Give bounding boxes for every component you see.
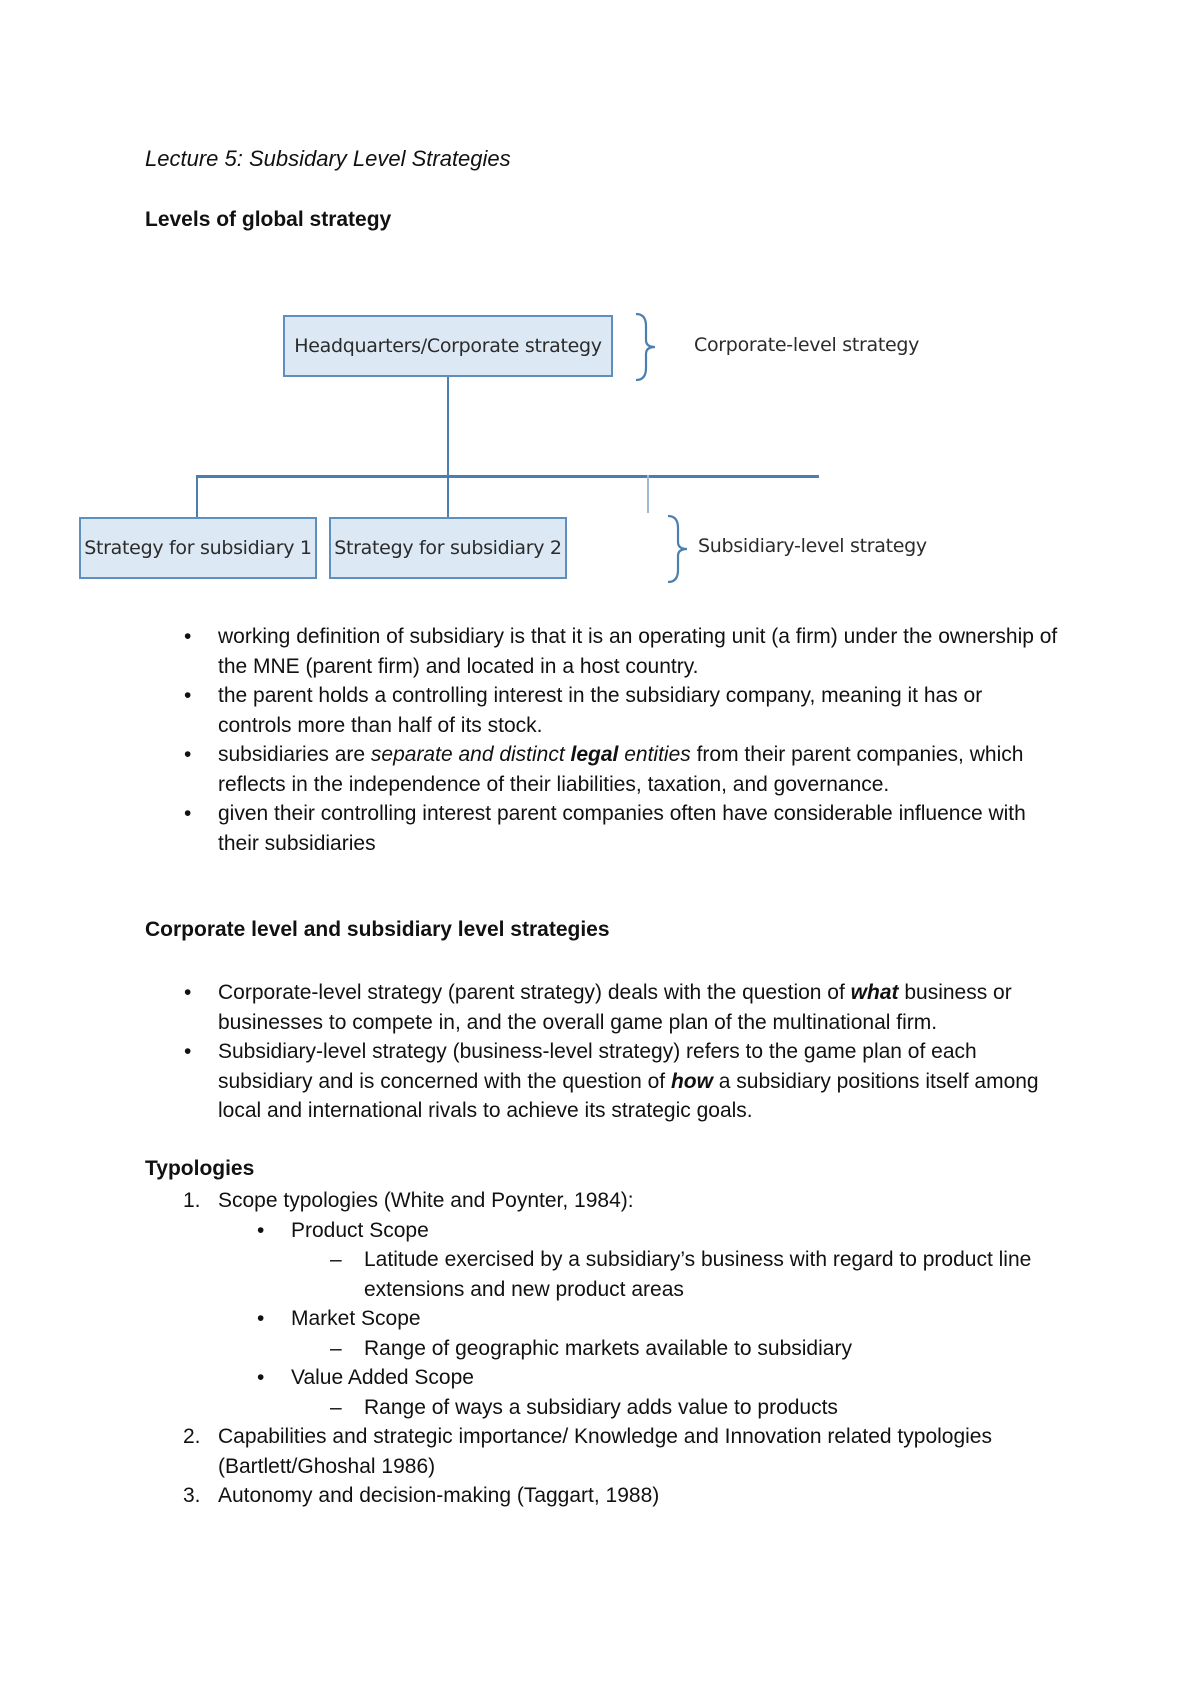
detail-list-item: – Range of geographic markets available to subsidiary <box>0 1334 1044 1364</box>
bullet-mark: • <box>184 743 192 766</box>
bullet-mark: • <box>184 684 192 707</box>
dash-mark: – <box>330 1336 342 1360</box>
hq-box: Headquarters/Corporate strategy <box>283 315 613 377</box>
list-item: 2. Capabilities and strategic importance/ Knowledge and Innovation related typologies (Bartlett/Ghoshal 1986) <box>0 1422 1058 1481</box>
list-number: 2. <box>183 1425 201 1448</box>
list-number: 1. <box>183 1189 201 1212</box>
list-number: 3. <box>183 1484 201 1507</box>
bullet-mark: • <box>257 1307 265 1330</box>
bullet-mark: • <box>184 1040 192 1063</box>
dash-mark: – <box>330 1395 342 1419</box>
sub-list-item: • Product Scope <box>0 1216 1200 1246</box>
subsidiary-level-label: Subsidiary-level strategy <box>698 535 927 557</box>
subsidiary-1-box: Strategy for subsidiary 1 <box>79 517 317 579</box>
section-heading-typologies: Typologies <box>145 1157 255 1180</box>
definition-bullet-list <box>0 622 1200 858</box>
bullet-mark: • <box>184 802 192 825</box>
strategy-bullet-list <box>0 978 1200 1126</box>
sub1-connector-line <box>196 475 198 517</box>
list-item: • given their controlling interest parent companies often have considerable influence with their subsidiaries <box>0 799 1058 858</box>
list-item: 3. Autonomy and decision-making (Taggart, 1988) <box>0 1481 1058 1511</box>
subsidiary-2-box: Strategy for subsidiary 2 <box>329 517 567 579</box>
dash-mark: – <box>330 1248 342 1271</box>
list-item: 1. Scope typologies (White and Poynter, 1984): <box>0 1186 1058 1216</box>
bullet-mark: • <box>257 1366 265 1389</box>
lecture-title: Lecture 5: Subsidary Level Strategies <box>145 146 511 171</box>
sub-list-item: • Market Scope <box>0 1304 1200 1334</box>
corporate-brace-icon <box>630 312 660 382</box>
section-heading-corporate-subsidiary: Corporate level and subsidiary level strategies <box>145 918 610 941</box>
subsidiary-brace-icon <box>662 514 692 584</box>
typologies-numbered-list <box>0 1186 1200 1511</box>
list-item: • Subsidiary-level strategy (business-level strategy) refers to the game plan of each subsidiary and is concerned with the question of how a subsidiary positions itself among local and international rivals to achieve its strategic goals. <box>0 1037 1058 1126</box>
list-item: • the parent holds a controlling interest in the subsidiary company, meaning it has or controls more than half of its stock. <box>0 681 1058 740</box>
bullet-mark: • <box>257 1218 265 1242</box>
hq-connector-line <box>447 377 449 477</box>
list-item: • working definition of subsidiary is that it is an operating unit (a firm) under the ownership of the MNE (parent firm) and located in a host country. <box>0 622 1058 681</box>
sub3-connector-line <box>647 475 649 513</box>
strategy-levels-diagram <box>0 300 1200 600</box>
sub2-connector-line <box>447 475 449 517</box>
detail-list-item: – Latitude exercised by a subsidiary’s business with regard to product line extensions and new product areas <box>0 1245 1044 1304</box>
horizontal-connector-line <box>196 475 819 478</box>
detail-list-item: – Range of ways a subsidiary adds value to products <box>0 1393 1044 1423</box>
sub-list-item: • Value Added Scope <box>0 1363 1200 1393</box>
section-heading-levels: Levels of global strategy <box>145 208 392 231</box>
bullet-mark: • <box>184 981 192 1004</box>
corporate-level-label: Corporate-level strategy <box>694 334 920 356</box>
list-item: • Corporate-level strategy (parent strategy) deals with the question of what business or businesses to compete in, and the overall game plan of the multinational firm. <box>0 978 1058 1037</box>
list-item: • subsidiaries are separate and distinct legal entities from their parent companies, which reflects in the independence of their liabilities, taxation, and governance. <box>0 740 1058 799</box>
bullet-mark: • <box>184 625 192 648</box>
